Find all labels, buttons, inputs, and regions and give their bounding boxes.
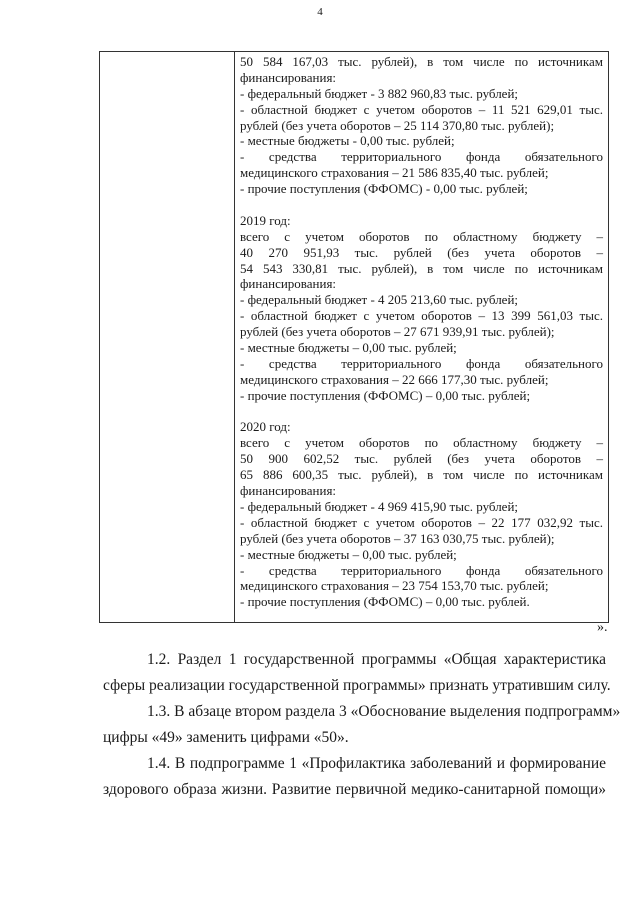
table-line: - федеральный бюджет - 4 969 415,90 тыс. рублей;	[240, 498, 519, 514]
table-line: финансирования:	[240, 483, 337, 499]
table-line: - местные бюджеты - 0,00 тыс. рублей;	[240, 133, 455, 149]
table-line: - местные бюджеты – 0,00 тыс. рублей;	[240, 340, 457, 356]
paragraph-1-3	[103, 699, 621, 751]
paragraph-1-4	[103, 751, 606, 803]
table-line: медицинского страхования – 21 586 835,40 тыс. рублей;	[240, 165, 549, 181]
paragraph-line: 1.2. Раздел 1 государственной программы «Общая характеристика	[147, 651, 606, 668]
table-line: финансирования:	[240, 276, 337, 292]
paragraph-line: 1.3. В абзаце втором раздела 3 «Обоснование выделения подпрограмм»	[147, 703, 621, 720]
table-line: рублей (без учета оборотов – 37 163 030,75 тыс. рублей);	[240, 530, 555, 546]
table-line: - областной бюджет с учетом оборотов – 22 177 032,92 тыс.	[240, 514, 603, 530]
table-line: финансирования:	[240, 69, 337, 85]
table-line: - федеральный бюджет - 4 205 213,60 тыс. рублей;	[240, 292, 519, 308]
paragraph-1-2	[103, 647, 611, 699]
table-line: 54 543 330,81 тыс. рублей), в том числе по источникам	[240, 260, 603, 276]
table-column-divider	[234, 52, 235, 622]
table-line: медицинского страхования – 23 754 153,70 тыс. рублей;	[240, 578, 549, 594]
table-line: - областной бюджет с учетом оборотов – 13 399 561,03 тыс.	[240, 308, 603, 324]
table-line: - местные бюджеты – 0,00 тыс. рублей;	[240, 546, 457, 562]
paragraph-line: сферы реализации государственной программы» признать утратившим силу.	[103, 677, 611, 694]
table-line: рублей (без учета оборотов – 25 114 370,80 тыс. рублей);	[240, 117, 555, 133]
table-line: медицинского страхования – 22 666 177,30 тыс. рублей;	[240, 371, 549, 387]
table-line: 65 886 600,35 тыс. рублей), в том числе по источникам	[240, 467, 603, 483]
table-line: - средства территориального фонда обязательного	[240, 355, 603, 371]
funding-details-cell	[240, 54, 603, 610]
table-line: - федеральный бюджет - 3 882 960,83 тыс. рублей;	[240, 85, 519, 101]
table-line: 2019 год:	[240, 212, 291, 228]
table-line: 50 584 167,03 тыс. рублей), в том числе по источникам	[240, 54, 603, 69]
blank-line	[240, 404, 603, 420]
table-line: - прочие поступления (ФФОМС) - 0,00 тыс. рублей;	[240, 181, 528, 197]
table-line: 2020 год:	[240, 419, 291, 435]
paragraph-line: здорового образа жизни. Развитие первичной медико-санитарной помощи»	[103, 781, 606, 798]
table-line: - средства территориального фонда обязательного	[240, 149, 603, 165]
table-line: 50 900 602,52 тыс. рублей (без учета оборотов –	[240, 451, 603, 467]
paragraph-line: цифры «49» заменить цифрами «50».	[103, 729, 349, 746]
table-line: - областной бюджет с учетом оборотов – 11 521 629,01 тыс.	[240, 101, 603, 117]
table-line: всего с учетом оборотов по областному бюджету –	[240, 228, 603, 244]
funding-table	[99, 51, 609, 623]
paragraph-line: 1.4. В подпрограмме 1 «Профилактика заболеваний и формирование	[147, 755, 606, 772]
table-line: - прочие поступления (ФФОМС) – 0,00 тыс. рублей;	[240, 387, 531, 403]
blank-line	[240, 197, 603, 213]
table-line: всего с учетом оборотов по областному бюджету –	[240, 435, 603, 451]
table-line: 40 270 951,93 тыс. рублей (без учета оборотов –	[240, 244, 603, 260]
closing-quote: ».	[597, 620, 608, 635]
table-line: рублей (без учета оборотов – 27 671 939,91 тыс. рублей);	[240, 324, 555, 340]
table-line: - прочие поступления (ФФОМС) – 0,00 тыс. рублей.	[240, 594, 530, 610]
table-line: - средства территориального фонда обязательного	[240, 562, 603, 578]
page-number: 4	[317, 6, 323, 18]
